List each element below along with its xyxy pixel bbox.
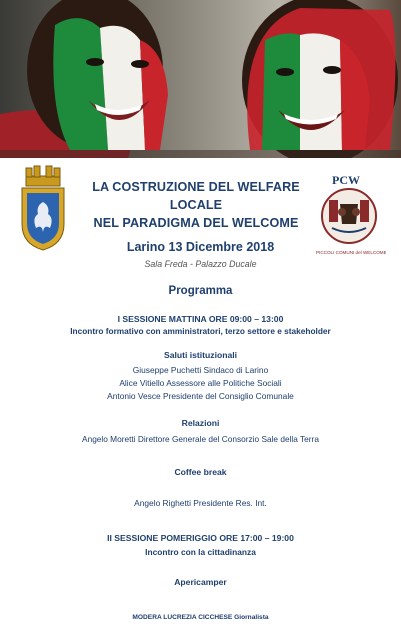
relazioni-speaker: Angelo Moretti Direttore Generale del Consorzio Sale della Terra: [82, 434, 319, 444]
coat-of-arms-icon: [14, 162, 72, 252]
session2-subtitle: Incontro con la cittadinanza: [145, 547, 256, 557]
event-venue: Sala Freda - Palazzo Ducale: [144, 259, 257, 269]
hero-photo: [0, 0, 401, 158]
title-line-2: NEL PARADIGMA DEL WELCOME: [93, 216, 299, 230]
moderator-line: MODERA LUCREZIA CICCHESE Giornalista: [132, 614, 269, 621]
saluti-speaker: Alice Vitiello Assessore alle Politiche Sociali: [119, 378, 282, 388]
saluti-speaker: Antonio Vesce Presidente del Consiglio Comunale: [107, 391, 294, 401]
session2-title: II SESSIONE POMERIGGIO ORE 17:00 – 19:00: [107, 533, 294, 543]
relazioni-heading: Relazioni: [181, 418, 220, 428]
event-date: Larino 13 Dicembre 2018: [126, 240, 275, 254]
coffee-break-heading: Coffee break: [174, 467, 227, 477]
pcw-logo-subtext: PICCOLI COMUNI del WELCOME: [316, 250, 386, 255]
session1-title: I SESSIONE MATTINA ORE 09:00 – 13:00: [117, 314, 284, 324]
saluti-heading: Saluti istituzionali: [163, 350, 238, 360]
programma-heading: Programma: [168, 285, 233, 297]
title-line-1: LA COSTRUZIONE DEL WELFARE LOCALE: [92, 180, 300, 212]
page-title: [76, 178, 316, 232]
saluti-speaker: Giuseppe Puchetti Sindaco di Larino: [132, 365, 269, 375]
session1-subtitle: Incontro formativo con amministratori, terzo settore e stakeholder: [70, 326, 331, 336]
apericamper-heading: Apericamper: [174, 577, 227, 587]
coffee-speaker: Angelo Righetti Presidente Res. Int.: [134, 498, 267, 508]
pcw-logo-text: PCW: [332, 173, 360, 187]
